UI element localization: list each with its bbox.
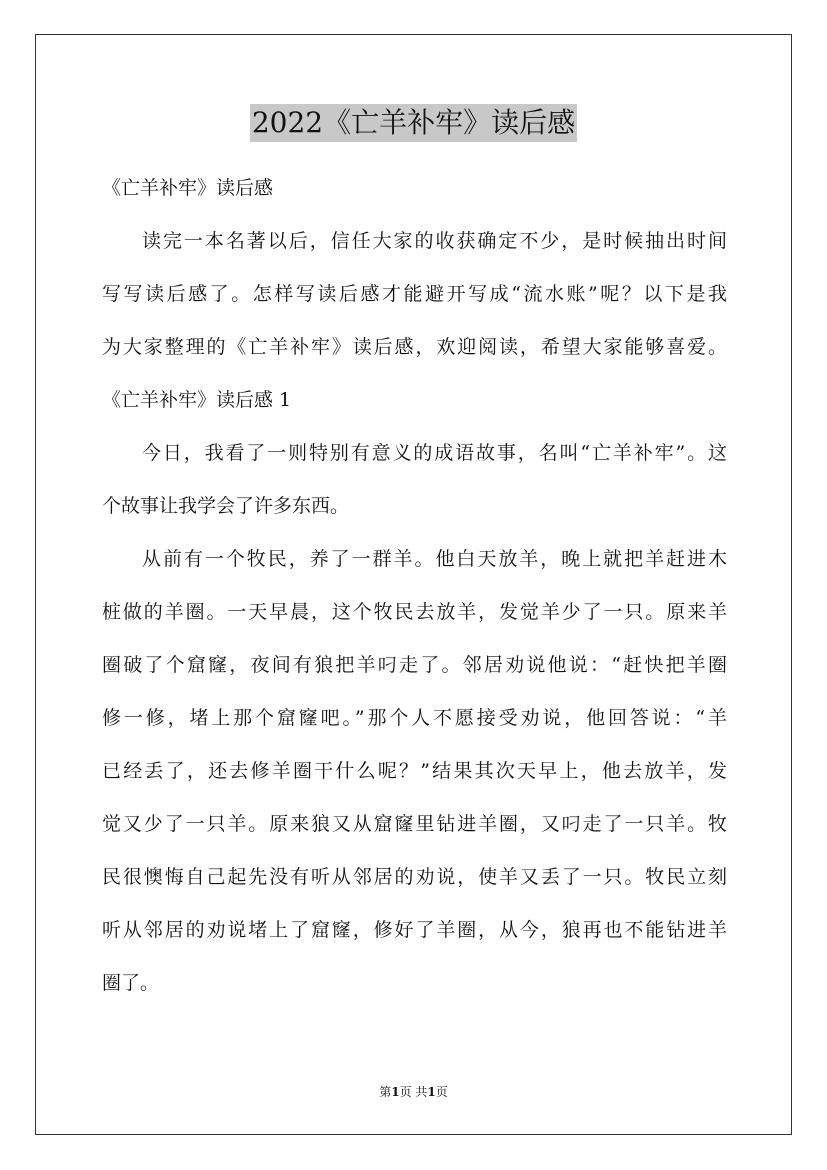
document-title: 2022《亡羊补牢》读后感 — [250, 104, 577, 142]
page-mid: 页 共 — [399, 1085, 428, 1099]
paragraph-line: 写写读后感了。怎样写读后感才能避开写成“流水账”呢？以下是我 — [102, 283, 727, 305]
paragraph-line: 圈破了个窟窿，夜间有狼把羊叼走了。邻居劝说他说：“赶快把羊圈 — [102, 654, 727, 676]
paragraph-line: 已经丢了，还去修羊圈干什么呢？”结果其次天早上，他去放羊，发 — [102, 760, 727, 782]
paragraph-line: 觉又少了一只羊。原来狼又从窟窿里钻进羊圈，又叼走了一只羊。牧 — [102, 813, 727, 835]
paragraph-line: 今日，我看了一则特别有意义的成语故事，名叫“亡羊补牢”。这 — [142, 442, 727, 464]
subtitle: 《亡羊补牢》读后感 — [102, 177, 274, 199]
paragraph-line: 民很懊悔自己起先没有听从邻居的劝说，使羊又丢了一只。牧民立刻 — [102, 866, 727, 888]
paragraph-1 — [102, 438, 727, 522]
section-heading: 《亡羊补牢》读后感 1 — [102, 389, 292, 411]
paragraph-line: 从前有一个牧民，养了一群羊。他白天放羊，晚上就把羊赶进木 — [142, 548, 727, 570]
document-body — [102, 173, 727, 1021]
title-container — [0, 104, 827, 142]
intro-paragraph — [102, 226, 727, 363]
paragraph-line: 为大家整理的《亡羊补牢》读后感，欢迎阅读，希望大家能够喜爱。 — [102, 336, 727, 358]
paragraph-line: 圈了。 — [102, 972, 160, 994]
page-current: 1 — [391, 1085, 400, 1099]
paragraph-line: 听从邻居的劝说堵上了窟窿，修好了羊圈，从今，狼再也不能钻进羊 — [102, 919, 727, 941]
paragraph-line: 桩做的羊圈。一天早晨，这个牧民去放羊，发觉羊少了一只。原来羊 — [102, 601, 727, 623]
page-prefix: 第 — [379, 1085, 392, 1099]
page-footer — [0, 1083, 827, 1100]
paragraph-line: 个故事让我学会了许多东西。 — [102, 495, 350, 517]
page-total: 1 — [427, 1085, 436, 1099]
paragraph-line: 读完一本名著以后，信任大家的收获确定不少，是时候抽出时间 — [142, 230, 727, 252]
paragraph-line: 修一修，堵上那个窟窿吧。”那个人不愿接受劝说，他回答说：“羊 — [102, 707, 727, 729]
paragraph-2 — [102, 544, 727, 999]
page-suffix: 页 — [435, 1085, 448, 1099]
